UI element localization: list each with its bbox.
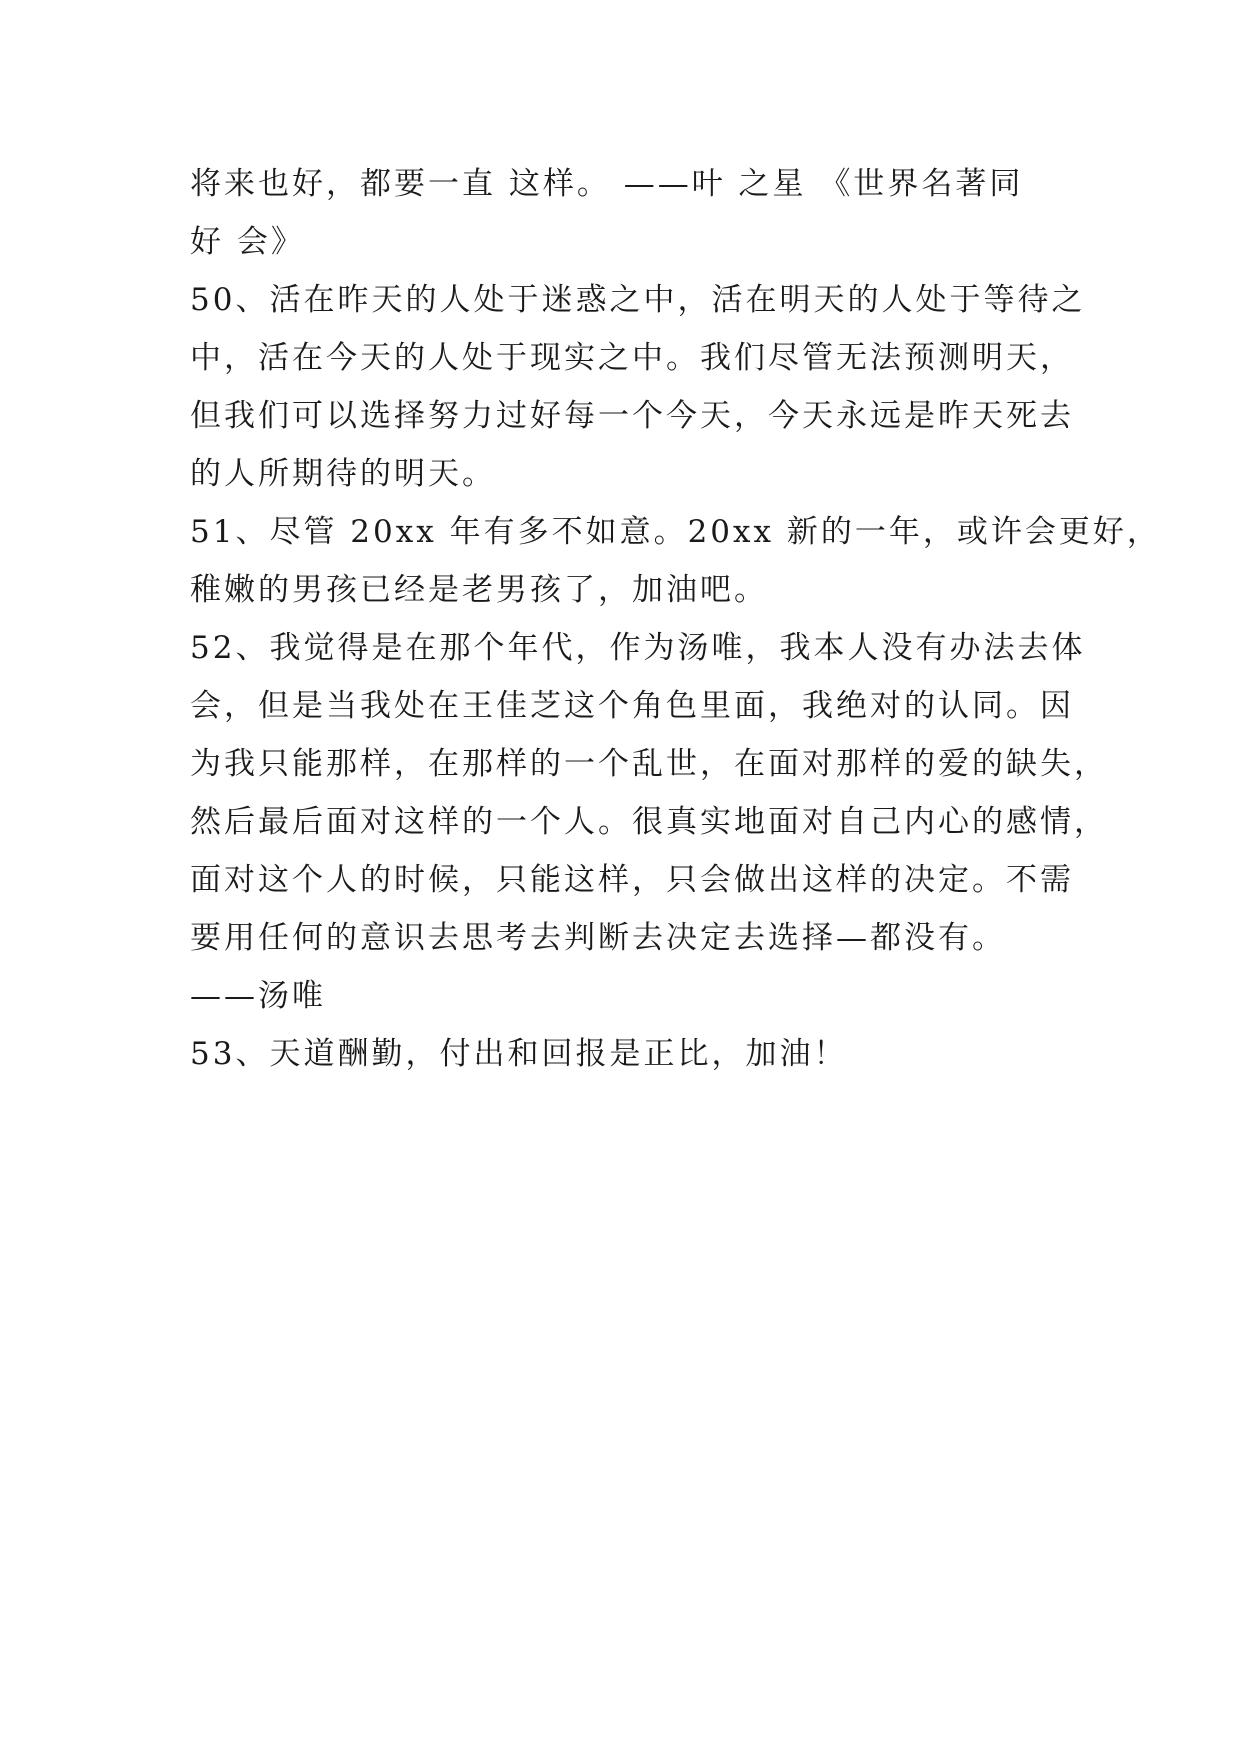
text-line: 要用任何的意识去思考去判断去决定去选择—都没有。 bbox=[190, 920, 1006, 956]
paragraph-52 bbox=[190, 619, 1108, 1025]
paragraph-50 bbox=[190, 271, 1086, 503]
text-line: 为我只能那样，在那样的一个乱世，在面对那样的爱的缺失， bbox=[190, 746, 1108, 782]
text-line: 中，活在今天的人处于现实之中。我们尽管无法预测明天， bbox=[190, 340, 1074, 376]
text-line: 52、我觉得是在那个年代，作为汤唯，我本人没有办法去体 bbox=[190, 630, 1086, 666]
paragraph-continuation bbox=[190, 155, 1050, 271]
text-line: 但我们可以选择努力过好每一个今天，今天永远是昨天死去 bbox=[190, 398, 1074, 434]
text-line: 53、天道酬勤，付出和回报是正比，加油！ bbox=[190, 1036, 848, 1072]
text-line: 51、尽管 20xx 年有多不如意。20xx 新的一年，或许会更好， bbox=[190, 514, 1161, 550]
paragraph-53 bbox=[190, 1025, 1050, 1083]
document-body bbox=[190, 155, 1161, 1083]
text-line: 面对这个人的时候，只能这样，只会做出这样的决定。不需 bbox=[190, 862, 1074, 898]
text-line: 稚嫩的男孩已经是老男孩了，加油吧。 bbox=[190, 572, 768, 608]
text-line: 50、活在昨天的人处于迷惑之中，活在明天的人处于等待之 bbox=[190, 282, 1086, 318]
text-line: 的人所期待的明天。 bbox=[190, 456, 496, 492]
text-line: 好 会》 bbox=[190, 224, 305, 260]
text-line: 将来也好，都要一直 这样。 ——叶 之星 《世界名著同 bbox=[190, 166, 1024, 202]
text-line: 会，但是当我处在王佳芝这个角色里面，我绝对的认同。因 bbox=[190, 688, 1074, 724]
paragraph-51 bbox=[190, 503, 1161, 619]
text-line: ——汤唯 bbox=[190, 978, 326, 1014]
text-line: 然后最后面对这样的一个人。很真实地面对自己内心的感情， bbox=[190, 804, 1108, 840]
